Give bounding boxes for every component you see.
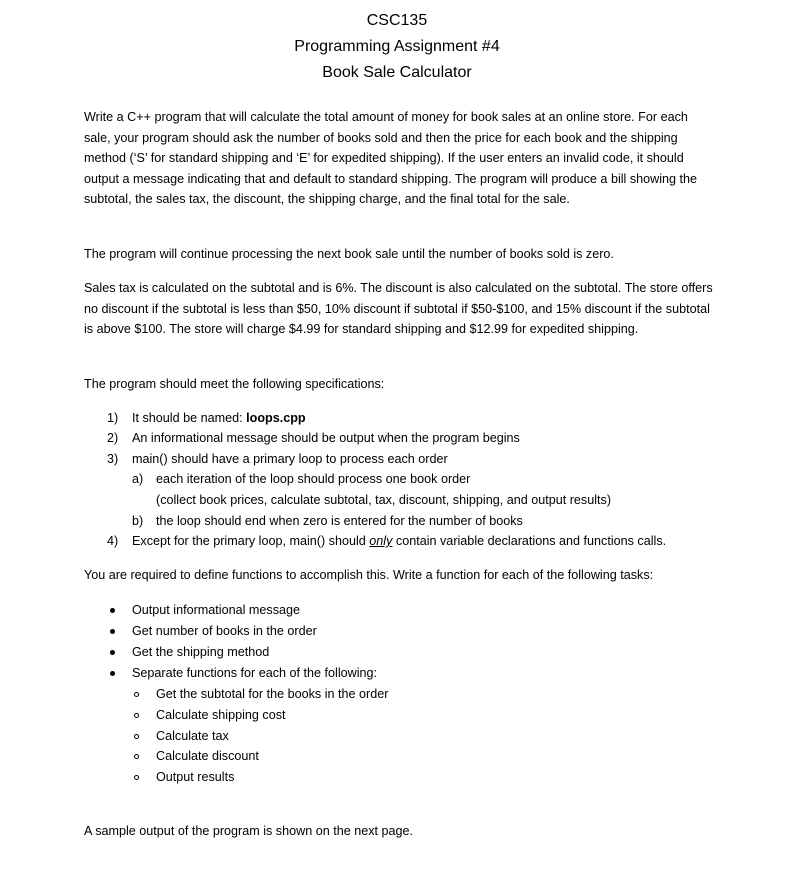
sub-bullet-icon (134, 734, 139, 739)
intro-text: Write a C++ program that will calculate the total amount of money for book sales at an online store. For each sale, your program should ask the number of books sold and then the price for each book and the shipping method (‘S’ for standard shipping and ‘E’ for expedited shipping). If the user enters an invalid code, it should output a message indicating that and default to standard shipping. The program will produce a bill showing the subtotal, the sales tax, the discount, the shipping charge, and the final total for the sale. (84, 110, 698, 207)
bullet-icon (110, 650, 115, 655)
sub-bullet-icon (134, 754, 139, 759)
sub-bullet-icon (134, 775, 139, 780)
spec-4 (132, 531, 666, 551)
spec-3b: the loop should end when zero is entered for the number of books (156, 514, 523, 528)
spec-3b-letter: b) (132, 514, 144, 528)
intro-paragraph (84, 107, 716, 210)
course-code: CSC135 (366, 12, 428, 29)
document-title: Book Sale Calculator (322, 64, 472, 81)
subtask-3: Calculate tax (156, 729, 229, 743)
spec-4-number: 4) (107, 534, 119, 548)
spec-3: main() should have a primary loop to process each order (132, 452, 448, 466)
spec-3-number: 3) (107, 452, 119, 466)
spec-4-text-end: contain variable declarations and functions calls. (392, 534, 667, 548)
spec-1 (132, 408, 306, 428)
spec-2: An informational message should be output when the program begins (132, 431, 520, 445)
task-4: Separate functions for each of the following: (132, 666, 378, 680)
bullet-icon (110, 608, 115, 613)
specs-intro: The program should meet the following specifications: (84, 377, 385, 391)
spec-3a: each iteration of the loop should process one book order (156, 472, 471, 486)
spec-3a-letter: a) (132, 472, 144, 486)
assignment-title: Programming Assignment #4 (294, 38, 500, 55)
spec-3a-detail: (collect book prices, calculate subtotal, tax, discount, shipping, and output results) (156, 493, 612, 507)
continue-paragraph: The program will continue processing the next book sale until the number of books sold is zero. (84, 247, 614, 261)
subtask-4: Calculate discount (156, 749, 259, 763)
spec-4-text-start: Except for the primary loop, main() should (132, 534, 370, 548)
sample-output-note: A sample output of the program is shown on the next page. (84, 824, 414, 838)
task-3: Get the shipping method (132, 645, 270, 659)
task-1: Output informational message (132, 603, 301, 617)
sub-bullet-icon (134, 692, 139, 697)
bullet-icon (110, 671, 115, 676)
tax-paragraph (84, 278, 716, 340)
subtask-5: Output results (156, 770, 235, 784)
spec-1-number: 1) (107, 411, 119, 425)
subtask-2: Calculate shipping cost (156, 708, 286, 722)
subtask-1: Get the subtotal for the books in the order (156, 687, 389, 701)
bullet-icon (110, 629, 115, 634)
spec-2-number: 2) (107, 431, 119, 445)
spec-1-text: It should be named: (132, 411, 247, 425)
spec-4-emphasis: only (369, 534, 393, 548)
task-2: Get number of books in the order (132, 624, 317, 638)
sub-bullet-icon (134, 713, 139, 718)
tax-text: Sales tax is calculated on the subtotal and is 6%. The discount is also calculated on the subtotal. The store offers no discount if the subtotal is less than $50, 10% discount if subtotal if $50-$100, and 15% discount if the subtotal is above $100. The store will charge $4.99 for standard shipping and $12.99 for expedited shipping. (84, 281, 713, 337)
spec-1-filename: loops.cpp (246, 411, 306, 425)
functions-intro: You are required to define functions to accomplish this. Write a function for each of the following tasks: (84, 568, 654, 582)
